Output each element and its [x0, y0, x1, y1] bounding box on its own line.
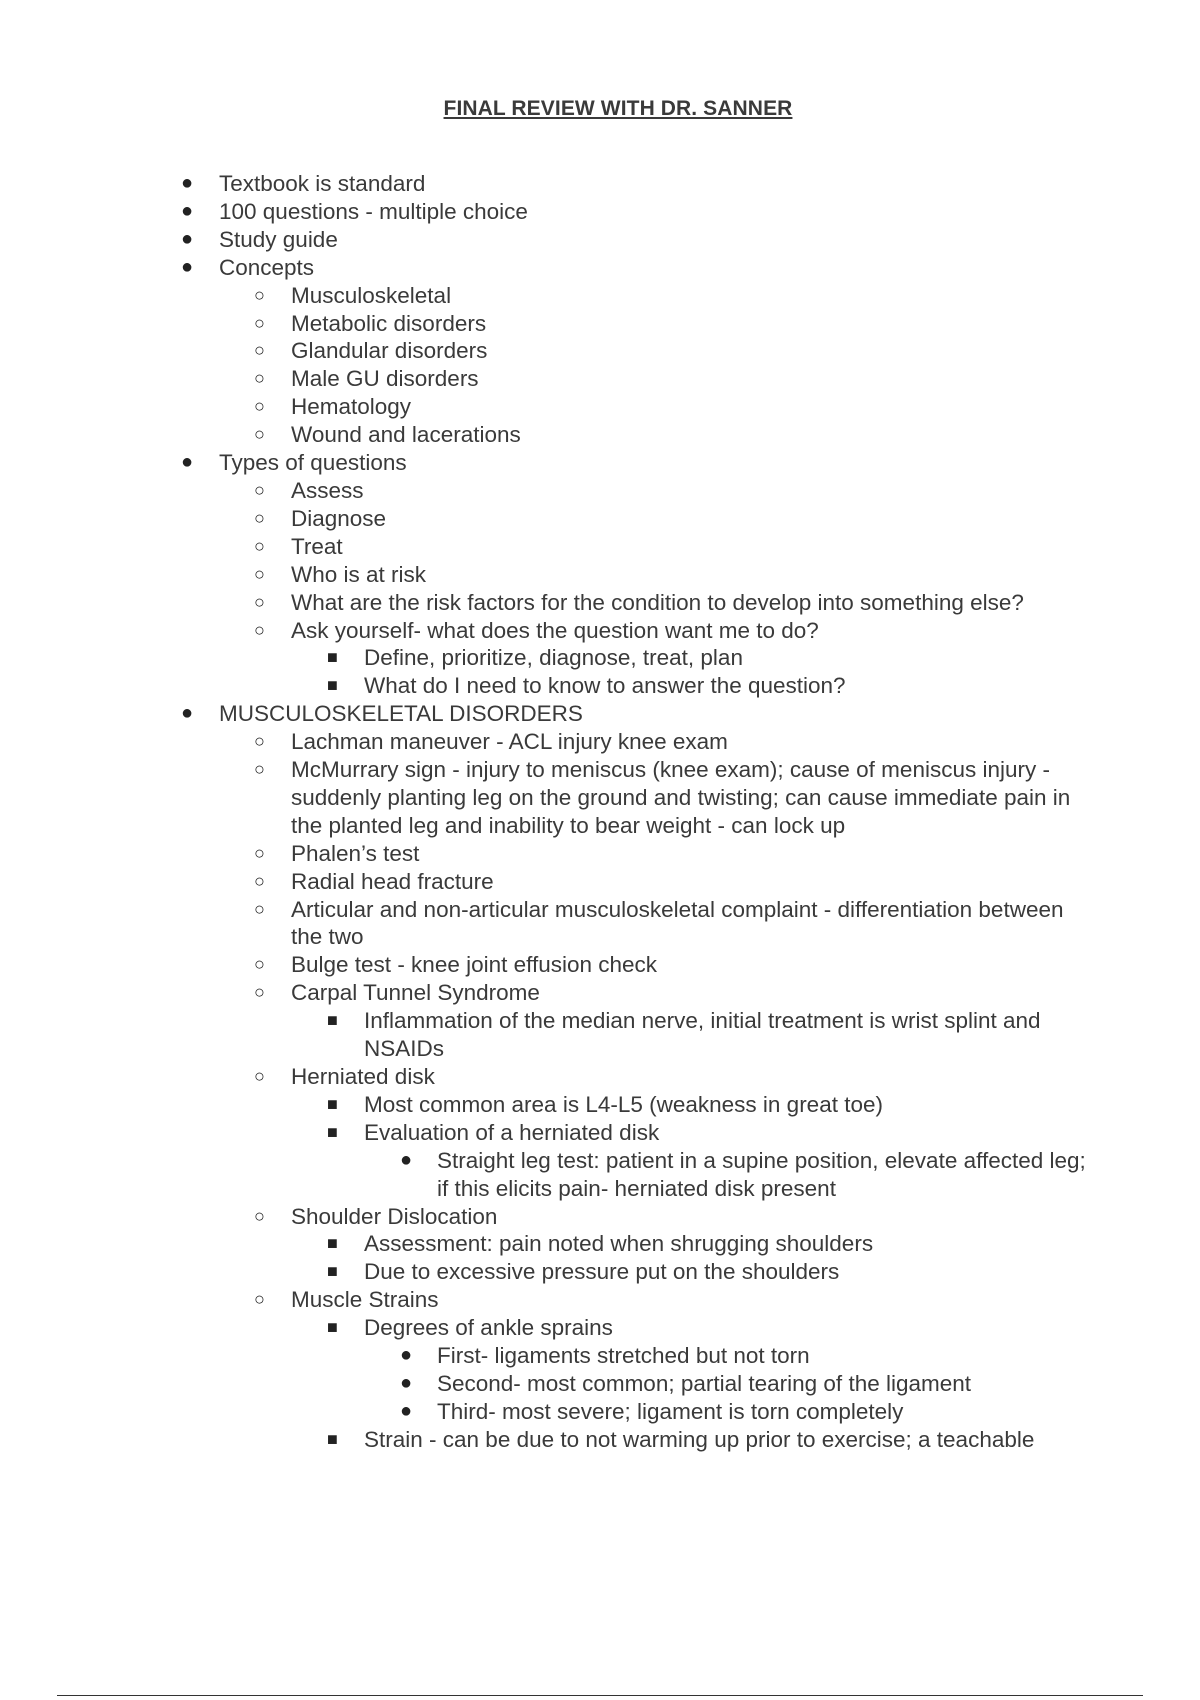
bullet-icon: ●	[400, 1344, 413, 1367]
outline-item-text: Herniated disk	[291, 1064, 435, 1089]
outline-item-text: Types of questions	[219, 450, 407, 476]
outline-sublist	[0, 1342, 1090, 1426]
outline-item-text: Degrees of ankle sprains	[364, 1315, 613, 1341]
bullet-icon: ■	[327, 1093, 338, 1114]
bullet-icon: ○	[254, 507, 265, 528]
bullet-icon: ●	[400, 1399, 413, 1422]
outline-item-text: What do I need to know to answer the question?	[364, 673, 846, 699]
outline-item	[0, 226, 1090, 254]
bullet-icon: ○	[254, 563, 265, 584]
outline-item	[0, 1342, 1090, 1370]
outline-item-text: Shoulder Dislocation	[291, 1203, 498, 1229]
outline-item	[0, 365, 1090, 393]
outline-item	[0, 728, 1090, 756]
bullet-icon: ●	[181, 702, 194, 725]
outline-sublist	[0, 1314, 1090, 1454]
bullet-icon: ●	[181, 227, 194, 250]
outline-item	[0, 337, 1090, 365]
outline-item-text: Most common area is L4-L5 (weakness in great toe)	[364, 1091, 883, 1117]
outline-item	[0, 1203, 1090, 1287]
outline-item-text: Study guide	[219, 226, 338, 252]
outline-item	[0, 1147, 1090, 1203]
outline-item-text: Define, prioritize, diagnose, treat, plan	[364, 645, 743, 671]
outline-item	[0, 644, 1090, 672]
outline-item-text: Carpal Tunnel Syndrome	[291, 980, 540, 1006]
bullet-icon: ○	[254, 424, 265, 445]
outline-item-text: Ask yourself- what does the question want me to do?	[291, 617, 819, 643]
outline-sublist	[0, 282, 1090, 449]
outline-item	[0, 505, 1090, 533]
outline-item	[0, 533, 1090, 561]
document-title: FINAL REVIEW WITH DR. SANNER	[443, 97, 793, 120]
bullet-icon: ○	[254, 898, 265, 919]
outline-item-text: Muscle Strains	[291, 1287, 439, 1313]
outline-item-text: Inflammation of the median nerve, initial treatment is wrist splint and NSAIDs	[364, 1008, 1041, 1062]
outline-item-text: What are the risk factors for the condition to develop into something else?	[291, 589, 1024, 615]
outline-item	[0, 393, 1090, 421]
outline-item-text: Textbook is standard	[219, 171, 426, 196]
bullet-icon: ○	[254, 619, 265, 640]
outline-item	[0, 421, 1090, 449]
outline-item	[0, 1314, 1090, 1426]
outline-item-text: Concepts	[219, 254, 315, 280]
outline-item	[0, 617, 1090, 701]
outline-item	[0, 756, 1090, 840]
outline-item-text: Second- most common; partial tearing of the ligament	[437, 1370, 972, 1396]
bullet-icon: ○	[254, 368, 265, 389]
bullet-icon: ●	[400, 1371, 413, 1394]
bullet-icon: ○	[254, 340, 265, 361]
bullet-icon: ■	[327, 1121, 338, 1142]
bullet-icon: ○	[254, 284, 265, 305]
outline-item-text: Third- most severe; ligament is torn completely	[437, 1398, 904, 1424]
outline-sublist	[0, 1230, 1090, 1286]
outline-item	[0, 282, 1090, 310]
outline-item-text: Male GU disorders	[291, 366, 479, 392]
outline-item	[0, 951, 1090, 979]
bullet-icon: ●	[181, 199, 194, 222]
bullet-icon: ○	[254, 842, 265, 863]
bullet-icon: ■	[327, 1233, 338, 1254]
outline-item	[0, 1063, 1090, 1203]
outline-item	[0, 1258, 1090, 1286]
outline-item	[0, 1398, 1090, 1426]
outline-item-text: Phalen’s test	[291, 840, 420, 866]
bullet-icon: ●	[181, 172, 194, 194]
outline-item	[0, 170, 1090, 198]
outline-item-text: Assess	[291, 477, 364, 503]
page-bottom-rule	[57, 1695, 1143, 1696]
outline-item-text: Treat	[291, 533, 343, 559]
outline-item-text: McMurrary sign - injury to meniscus (knee exam); cause of meniscus injury - suddenly planting leg on the ground and twisting; can cause immediate pain in the planted leg and inability to bear weight - can lock up	[291, 757, 1071, 838]
bullet-icon: ○	[254, 1205, 265, 1226]
outline-item-text: Strain - can be due to not warming up prior to exercise; a teachable	[364, 1426, 1035, 1452]
outline-item-text: Wound and lacerations	[291, 422, 521, 448]
outline-item-text: Articular and non-articular musculoskeletal complaint - differentiation between the two	[291, 896, 1064, 950]
outline-item	[0, 1119, 1090, 1203]
outline-item	[0, 700, 1090, 1453]
bullet-icon: ○	[254, 954, 265, 975]
bullet-icon: ○	[254, 591, 265, 612]
outline-item	[0, 198, 1090, 226]
outline-sublist	[0, 1007, 1090, 1063]
outline-item-text: Hematology	[291, 394, 412, 420]
outline-item-text: Bulge test - knee joint effusion check	[291, 952, 658, 978]
bullet-icon: ○	[254, 1066, 265, 1086]
bullet-icon: ■	[327, 675, 338, 696]
bullet-icon: ○	[254, 535, 265, 556]
bullet-icon: ○	[254, 479, 265, 500]
outline-item-text: Glandular disorders	[291, 338, 488, 364]
outline-item-text: Lachman maneuver - ACL injury knee exam	[291, 729, 728, 755]
outline-item-text: Metabolic disorders	[291, 310, 487, 336]
bullet-icon: ○	[254, 1289, 265, 1310]
outline-item	[0, 896, 1090, 952]
outline-sublist	[0, 644, 1090, 700]
outline-item	[0, 1007, 1090, 1063]
outline-item	[0, 1370, 1090, 1398]
bullet-icon: ○	[254, 312, 265, 333]
outline-item	[0, 1091, 1090, 1119]
outline-item	[0, 1426, 1090, 1454]
outline-item	[0, 254, 1090, 449]
outline-item	[0, 310, 1090, 338]
outline-item-text: Assessment: pain noted when shrugging shoulders	[364, 1231, 874, 1257]
bullet-icon: ○	[254, 982, 265, 1003]
bullet-icon: ■	[327, 1428, 338, 1449]
outline-item	[0, 589, 1090, 617]
outline-item-text: Straight leg test: patient in a supine position, elevate affected leg; if this elicits pain- herniated disk present	[437, 1147, 1086, 1201]
bullet-icon: ■	[327, 1010, 338, 1031]
outline-item-text: Radial head fracture	[291, 868, 494, 894]
outline-item-text: Musculoskeletal	[291, 282, 452, 308]
outline-item-text: MUSCULOSKELETAL DISORDERS	[219, 701, 583, 727]
outline-item	[0, 868, 1090, 896]
outline-sublist	[0, 477, 1090, 700]
outline-item	[0, 840, 1090, 868]
outline-item-text: 100 questions - multiple choice	[219, 198, 528, 224]
bullet-icon: ○	[254, 396, 265, 417]
outline-list	[0, 170, 1090, 1454]
outline-item	[0, 1230, 1090, 1258]
bullet-icon: ○	[254, 731, 265, 752]
outline-item-text: First- ligaments stretched but not torn	[437, 1343, 810, 1369]
bullet-icon: ●	[181, 255, 194, 278]
bullet-icon: ●	[181, 451, 194, 474]
outline-item-text: Diagnose	[291, 505, 387, 531]
outline-body	[0, 170, 1200, 1454]
outline-item-text: Who is at risk	[291, 561, 427, 587]
outline-item-text: Due to excessive pressure put on the shoulders	[364, 1259, 840, 1285]
outline-sublist	[0, 728, 1090, 1454]
outline-item	[0, 449, 1090, 700]
outline-item	[0, 979, 1090, 1063]
bullet-icon: ■	[327, 1261, 338, 1282]
outline-item	[0, 561, 1090, 589]
outline-sublist	[0, 1147, 1090, 1203]
outline-sublist	[0, 1091, 1090, 1203]
outline-item	[0, 672, 1090, 700]
outline-item	[0, 477, 1090, 505]
outline-item-text: Evaluation of a herniated disk	[364, 1119, 660, 1145]
outline-item	[0, 1286, 1090, 1453]
bullet-icon: ●	[400, 1148, 413, 1171]
bullet-icon: ■	[327, 647, 338, 668]
bullet-icon: ○	[254, 870, 265, 891]
bullet-icon: ○	[254, 759, 265, 780]
bullet-icon: ■	[327, 1317, 338, 1338]
